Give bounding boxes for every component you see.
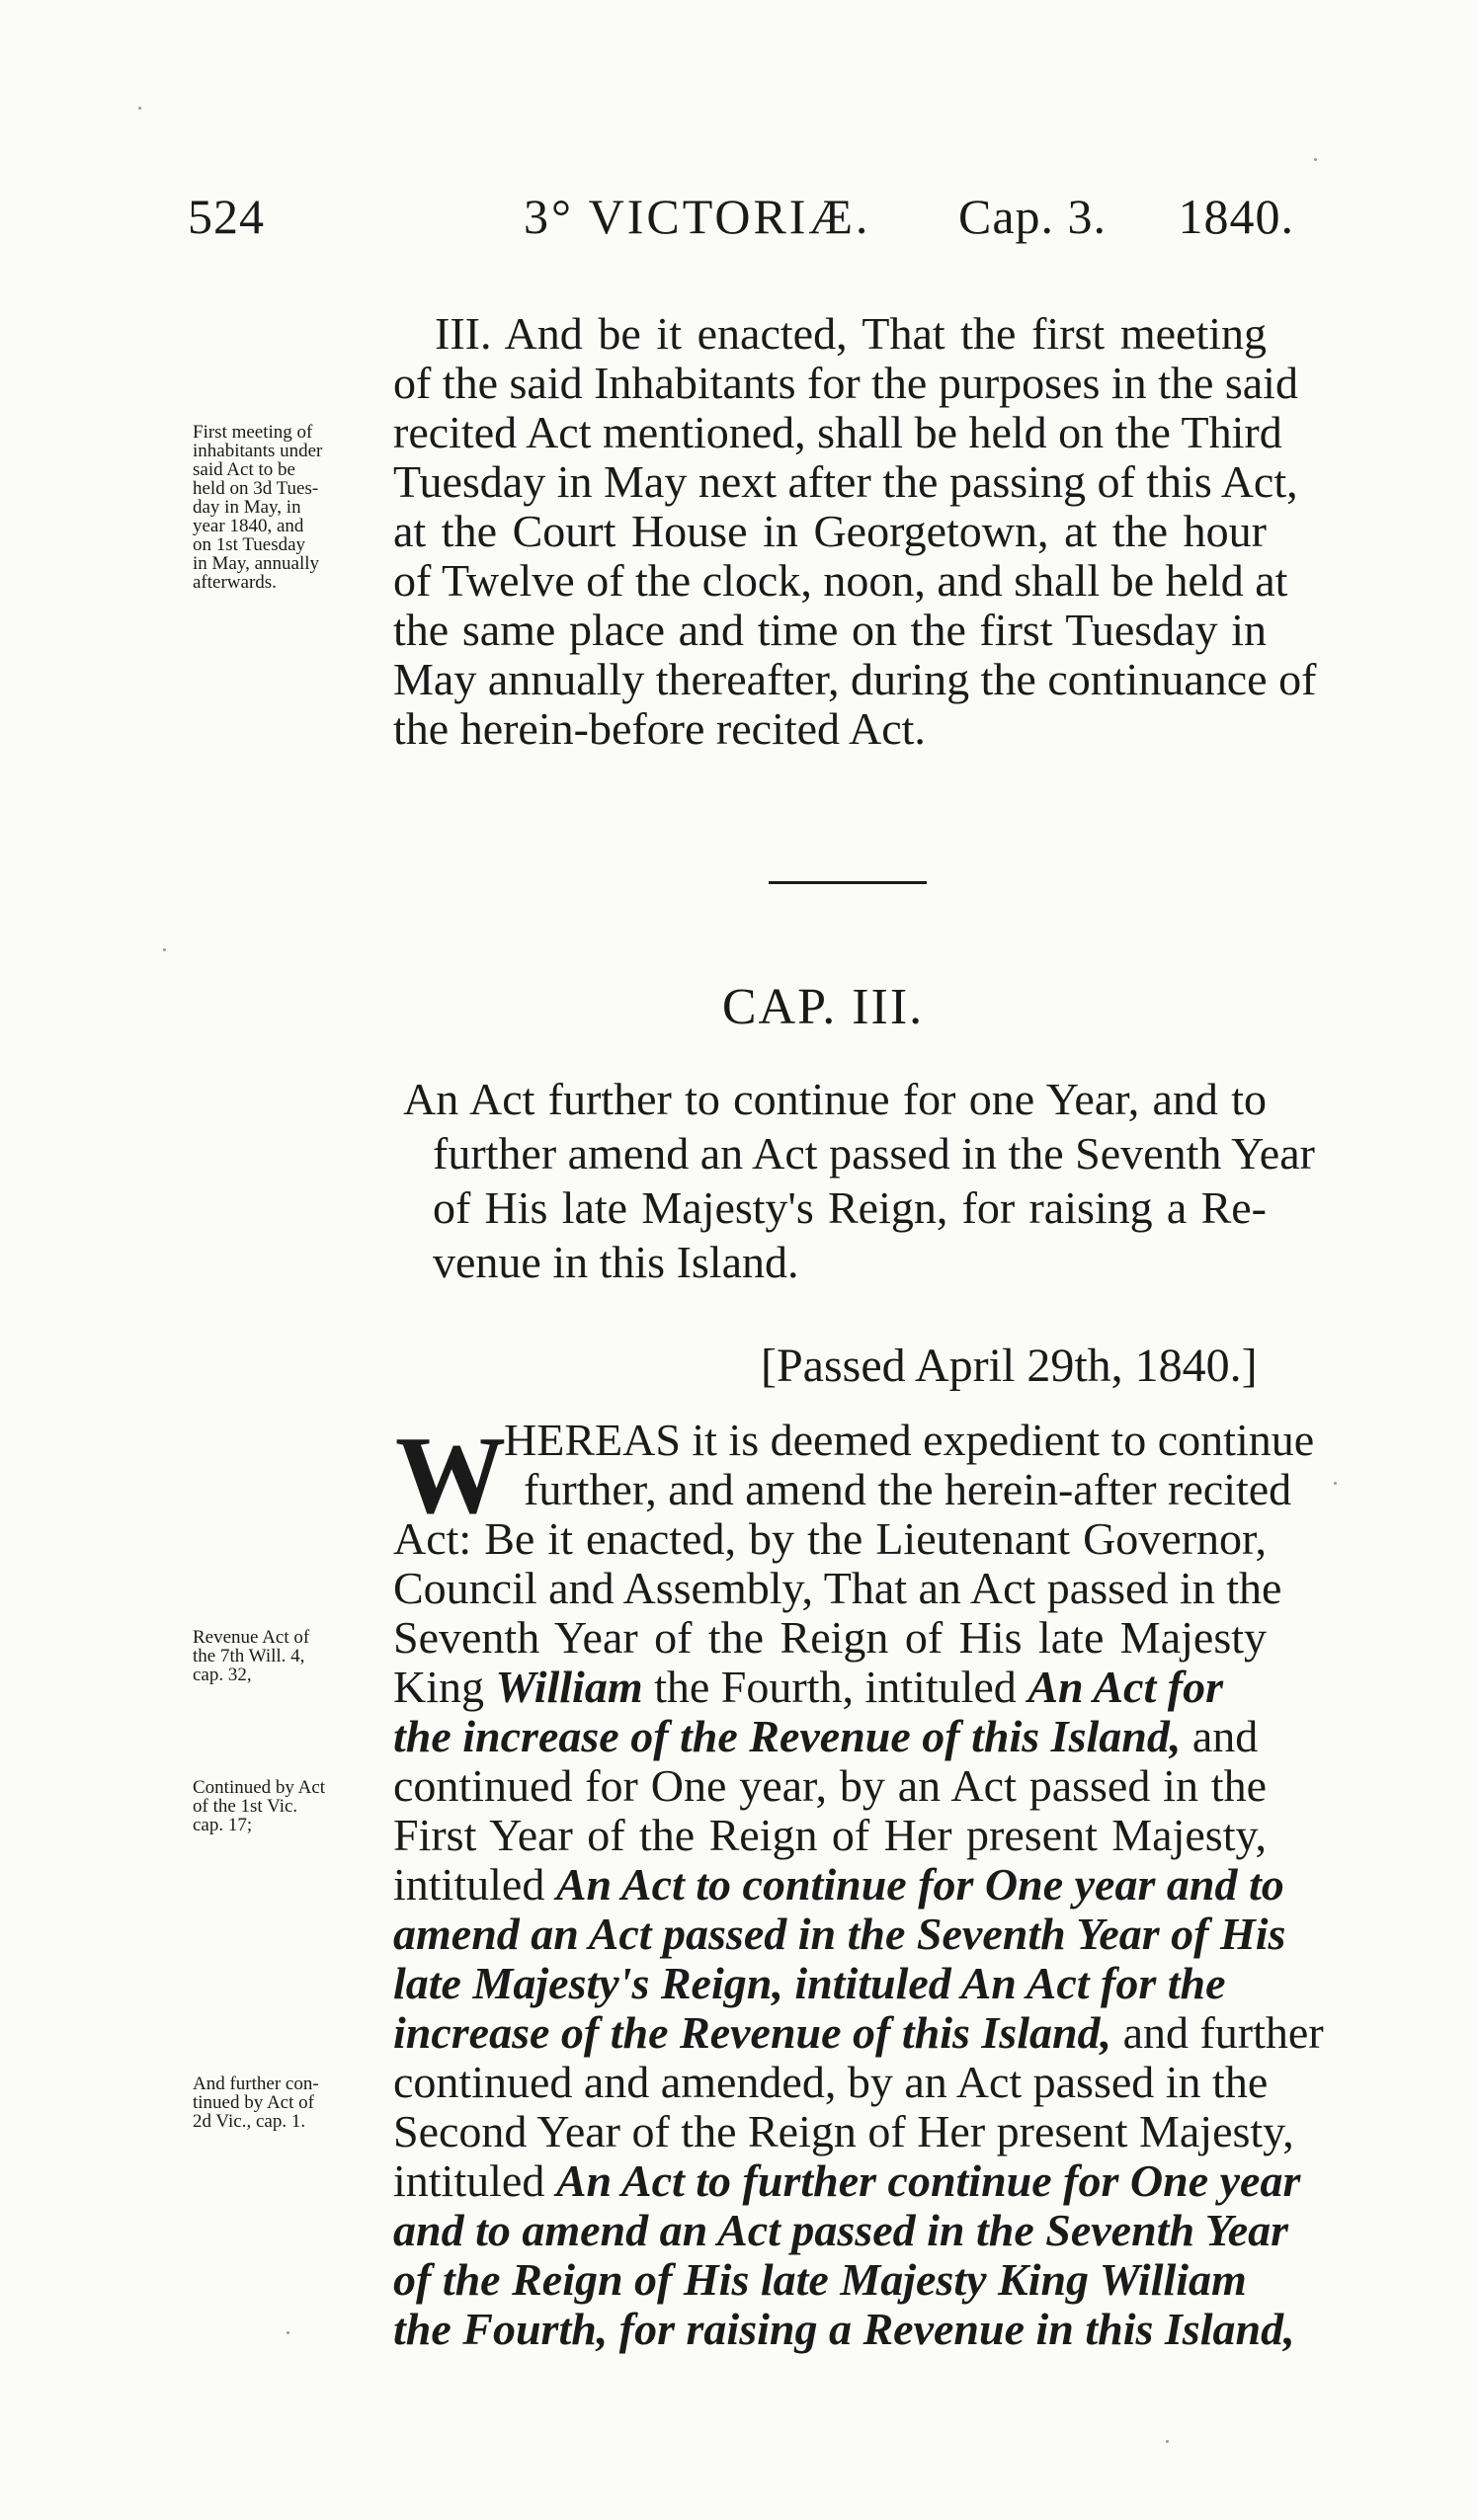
section-line: III. And be it enacted, That the first meeting <box>435 308 1267 359</box>
preamble-line: Act: Be it enacted, by the Lieutenant Governor, <box>393 1513 1267 1564</box>
preamble-line: the increase of the Revenue of this Island, and <box>393 1711 1259 1761</box>
page-number: 524 <box>188 189 265 244</box>
scan-speck <box>1334 1482 1337 1485</box>
preamble-line: intituled An Act to continue for One year and to <box>393 1859 1284 1910</box>
sidenote-continued: Continued by Act of the 1st Vic. cap. 17; <box>193 1777 326 1835</box>
long-title-line: venue in this Island. <box>433 1237 799 1287</box>
section-divider <box>769 881 927 884</box>
preamble-line: Second Year of the Reign of Her present Majesty, <box>393 2106 1294 2156</box>
passed-date: [Passed April 29th, 1840.] <box>761 1340 1258 1392</box>
chapter-heading: CAP. III. <box>721 979 925 1035</box>
chapter-label: Cap. 3. <box>958 189 1108 244</box>
scan-speck <box>1314 158 1317 161</box>
sidenote-first-meeting: First meeting of inhabitants under said Act to be held on 3d Tues- day in May, in year 1840, and on 1st Tuesday in May, annually afterwards. <box>193 422 323 593</box>
long-title-line: further amend an Act passed in the Seventh Year <box>433 1128 1315 1179</box>
long-title-line: An Act further to continue for one Year, and to <box>403 1074 1267 1124</box>
sidenote-revenue-act: Revenue Act of the 7th Will. 4, cap. 32, <box>193 1627 310 1685</box>
long-title-line: of His late Majesty's Reign, for raising a Re- <box>433 1182 1267 1233</box>
sidenote-further: And further con- tinued by Act of 2d Vic., cap. 1. <box>193 2073 319 2132</box>
preamble-line: further, and amend the herein-after recited <box>524 1464 1292 1514</box>
preamble-line: HEREAS it is deemed expedient to continue <box>504 1415 1315 1465</box>
drop-cap: W <box>395 1415 506 1537</box>
preamble-line: continued for One year, by an Act passed in the <box>393 1760 1267 1811</box>
section-line: at the Court House in Georgetown, at the hour <box>393 506 1267 556</box>
section-line: of the said Inhabitants for the purposes in the said <box>393 358 1298 408</box>
scan-speck <box>287 2331 289 2334</box>
section-line: recited Act mentioned, shall be held on the Third <box>393 407 1282 457</box>
preamble-line: the Fourth, for raising a Revenue in this Island, <box>393 2304 1295 2354</box>
preamble-line: Seventh Year of the Reign of His late Majesty <box>393 1612 1267 1663</box>
preamble-line: amend an Act passed in the Seventh Year of His <box>393 1909 1286 1959</box>
regnal-title: 3° VICTORIÆ. <box>524 189 871 244</box>
preamble-line: and to amend an Act passed in the Seventh Year <box>393 2205 1289 2255</box>
scan-speck <box>163 948 166 951</box>
scan-speck <box>1166 2440 1169 2443</box>
preamble-line: Council and Assembly, That an Act passed in the <box>393 1563 1282 1613</box>
section-line: Tuesday in May next after the passing of this Act, <box>393 456 1298 507</box>
preamble-line: increase of the Revenue of this Island, and further <box>393 2007 1324 2058</box>
preamble-line: intituled An Act to further continue for One year <box>393 2155 1301 2206</box>
section-line: the same place and time on the first Tuesday in <box>393 605 1267 655</box>
header-year: 1840. <box>1178 189 1294 244</box>
section-line: the herein-before recited Act. <box>393 703 926 754</box>
section-line: May annually thereafter, during the continuance of <box>393 654 1317 704</box>
section-line: of Twelve of the clock, noon, and shall be held at <box>393 555 1288 606</box>
running-header <box>188 188 1294 257</box>
preamble-line: First Year of the Reign of Her present Majesty, <box>393 1810 1267 1860</box>
preamble-line: continued and amended, by an Act passed in the <box>393 2057 1269 2107</box>
scan-speck <box>138 107 141 110</box>
preamble-line: King William the Fourth, intituled An Act for <box>393 1662 1223 1712</box>
preamble-line: of the Reign of His late Majesty King William <box>393 2254 1247 2305</box>
preamble-line: late Majesty's Reign, intituled An Act for the <box>393 1958 1226 2008</box>
